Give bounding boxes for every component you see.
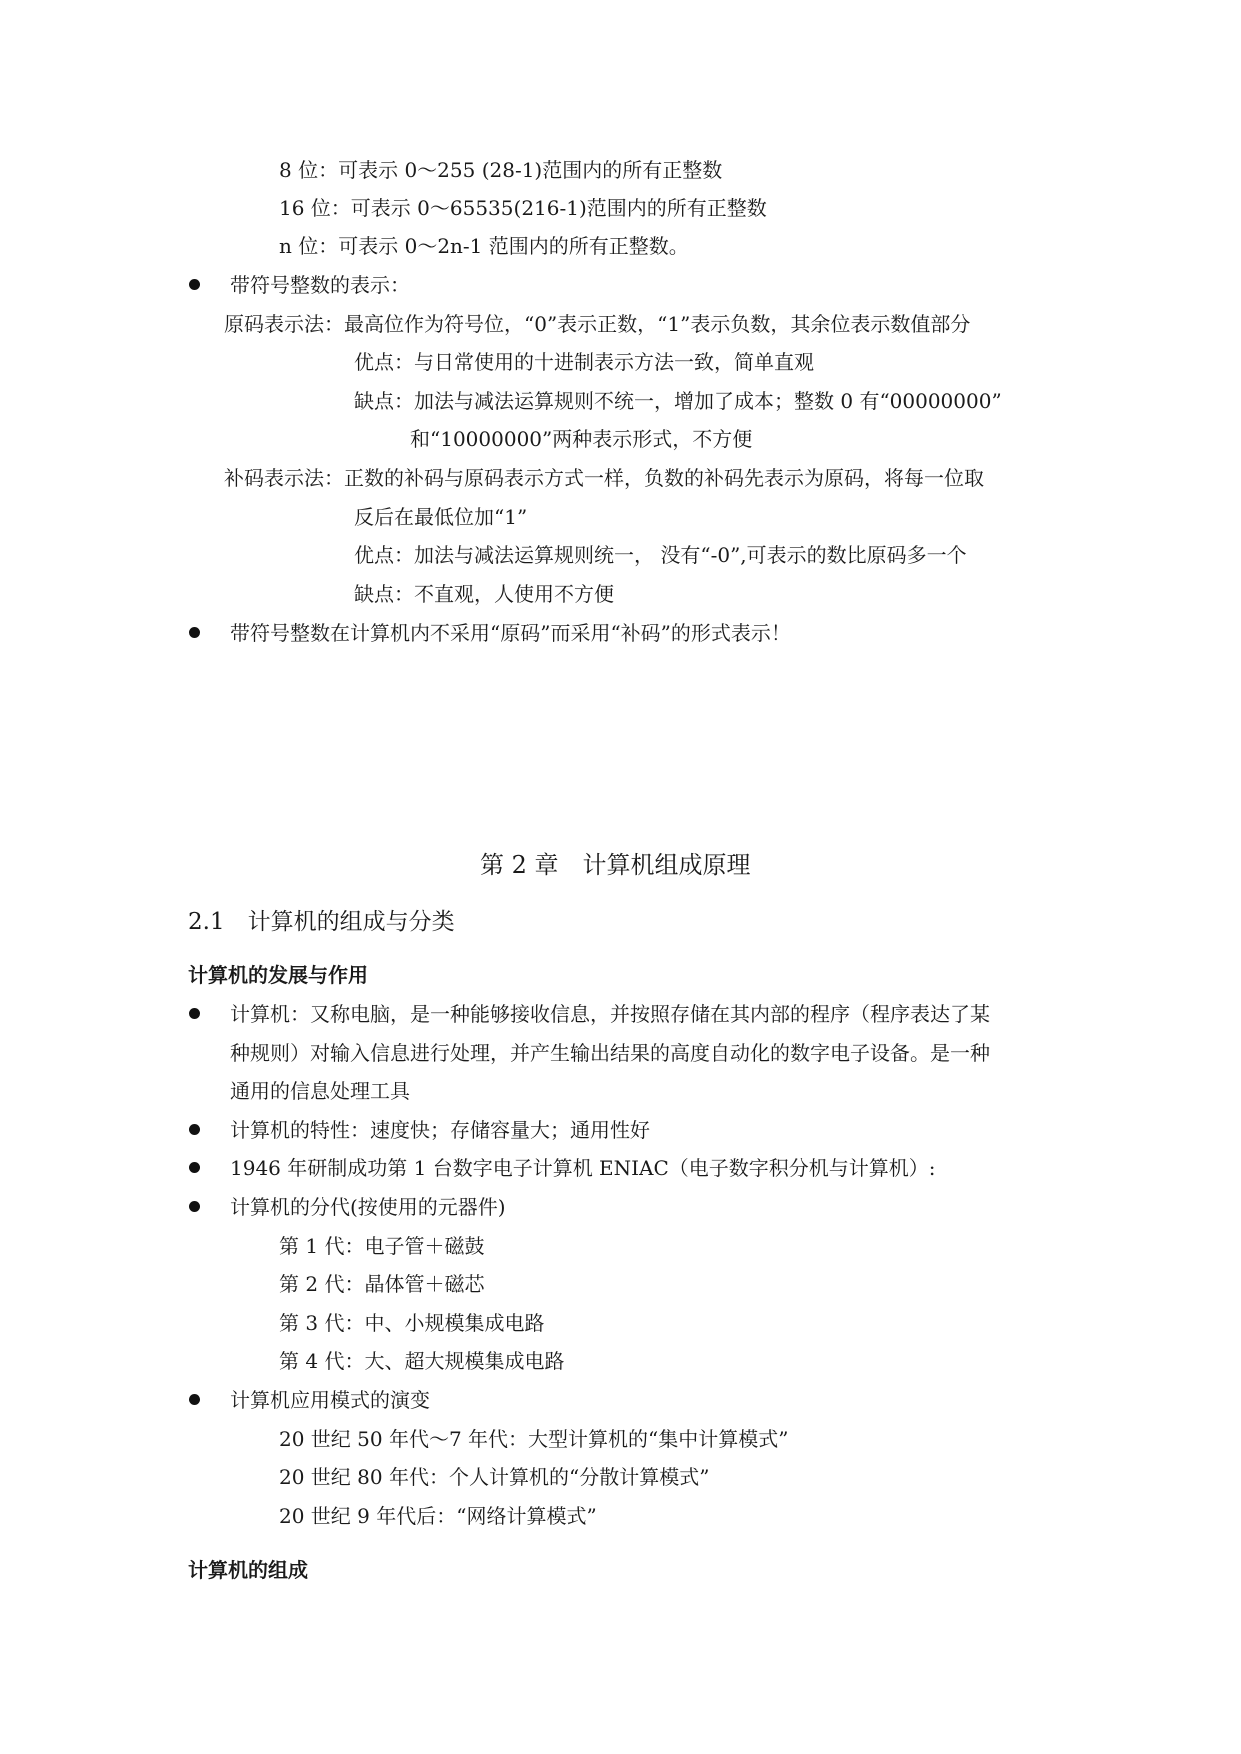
text-8bit-range: 8 位：可表示 0～255 (28-1)范围内的所有正整数 [279, 158, 723, 182]
section-title: 2.1 计算机的组成与分类 [188, 909, 455, 935]
definition-line1: 计算机：又称电脑，是一种能够接收信息，并按照存储在其内部的程序（程序表达了某 [230, 1002, 990, 1026]
definition-line3: 通用的信息处理工具 [230, 1079, 410, 1103]
generation-item: 第 2 代：晶体管＋磁芯 [279, 1272, 485, 1296]
eniac-text: 1946 年研制成功第 1 台数字电子计算机 ENIAC（电子数字积分机与计算机）: [230, 1156, 936, 1180]
bullet-icon [189, 279, 200, 290]
bullet-icon [189, 1162, 200, 1173]
generation-item: 第 1 代：电子管＋磁鼓 [279, 1234, 485, 1258]
sign-magnitude-con-line1: 缺点：加法与减法运算规则不统一，增加了成本；整数 0 有“00000000” [354, 389, 1002, 413]
generation-item: 第 4 代：大、超大规模集成电路 [279, 1349, 565, 1373]
text-16bit-range: 16 位：可表示 0～65535(216-1)范围内的所有正整数 [279, 196, 767, 220]
sign-magnitude-con-line2: 和“10000000”两种表示形式，不方便 [410, 427, 753, 451]
subheading-development: 计算机的发展与作用 [188, 963, 368, 987]
twos-complement-pro: 优点：加法与减法运算规则统一， 没有“-0”,可表示的数比原码多一个 [354, 543, 967, 567]
signed-heading: 带符号整数的表示： [230, 273, 410, 297]
mode-item: 20 世纪 50 年代～7 年代：大型计算机的“集中计算模式” [279, 1427, 789, 1451]
bullet-icon [189, 1201, 200, 1212]
twos-complement-def-line1: 补码表示法：正数的补码与原码表示方式一样，负数的补码先表示为原码，将每一位取 [224, 466, 984, 490]
bullet-icon [189, 1124, 200, 1135]
twos-complement-con: 缺点：不直观，人使用不方便 [354, 582, 614, 606]
text-nbit-range: n 位：可表示 0～2n-1 范围内的所有正整数。 [279, 234, 689, 258]
generation-item: 第 3 代：中、小规模集成电路 [279, 1311, 545, 1335]
modes-heading: 计算机应用模式的演变 [230, 1388, 430, 1412]
sign-magnitude-pro: 优点：与日常使用的十进制表示方法一致，简单直观 [354, 350, 814, 374]
bullet-icon [189, 1394, 200, 1405]
mode-item: 20 世纪 80 年代：个人计算机的“分散计算模式” [279, 1465, 710, 1489]
bullet-icon [189, 1008, 200, 1019]
twos-complement-def-line2: 反后在最低位加“1” [354, 505, 528, 529]
chapter-title: 第 2 章 计算机组成原理 [480, 851, 751, 879]
sign-magnitude-def: 原码表示法：最高位作为符号位，“0”表示正数，“1”表示负数，其余位表示数值部分 [224, 312, 971, 336]
bullet-icon [189, 627, 200, 638]
definition-line2: 种规则）对输入信息进行处理，并产生输出结果的高度自动化的数字电子设备。是一种 [230, 1041, 990, 1065]
subheading-composition: 计算机的组成 [188, 1558, 308, 1582]
generations-heading: 计算机的分代(按使用的元器件) [230, 1195, 506, 1219]
conclusion-text: 带符号整数在计算机内不采用“原码”而采用“补码”的形式表示！ [230, 621, 791, 645]
mode-item: 20 世纪 9 年代后：“网络计算模式” [279, 1504, 597, 1528]
features-text: 计算机的特性：速度快；存储容量大；通用性好 [230, 1118, 650, 1142]
